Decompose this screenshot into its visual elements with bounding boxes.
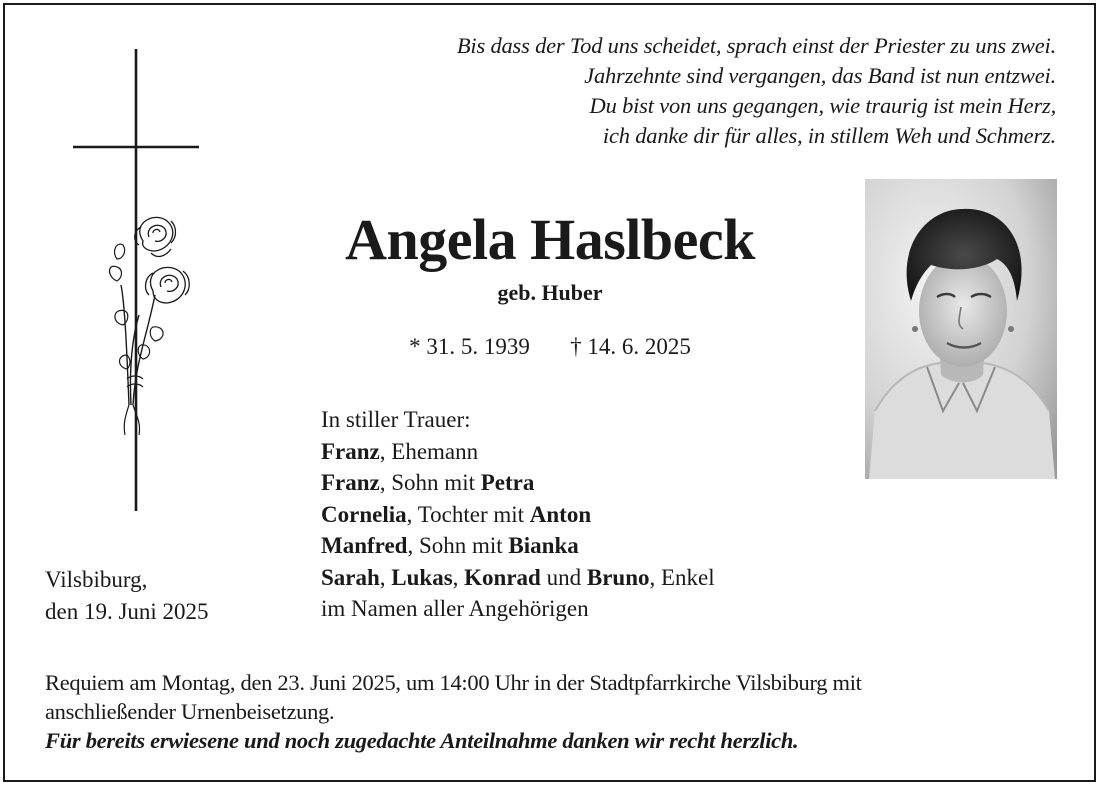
grandchild-name: Bruno	[586, 564, 650, 590]
place-and-date	[45, 564, 209, 627]
mourner-partner: Bianka	[508, 533, 579, 558]
mourner-relation: , Tochter mit	[406, 501, 530, 527]
place-date: den 19. Juni 2025	[45, 598, 209, 624]
mourner-name: Franz	[321, 438, 380, 464]
grandchildren-line	[321, 562, 715, 594]
poem-line-3: Du bist von uns gegangen, wie traurig ist mein Herz,	[589, 93, 1056, 118]
maiden-name: geb. Huber	[497, 280, 603, 305]
mourner-name: Cornelia	[321, 501, 407, 527]
grandchild-name: Lukas	[391, 564, 453, 590]
requiem-line-2: anschließender Urnenbeisetzung.	[45, 699, 335, 724]
cross-with-roses-icon	[67, 45, 207, 515]
thanks-line: Für bereits erwiesene und noch zugedachte Anteilnahme danken wir recht herzlich.	[45, 728, 799, 753]
deceased-name: Angela Haslbeck	[345, 207, 755, 272]
poem-line-4: ich danke dir für alles, in stillem Weh und Schmerz.	[602, 123, 1056, 148]
requiem-line-1: Requiem am Montag, den 23. Juni 2025, um 14:00 Uhr in der Stadtpfarrkirche Vilsbiburg mit	[45, 670, 862, 695]
mourner-line	[321, 530, 715, 562]
footer	[45, 668, 1065, 755]
obituary-notice	[3, 3, 1096, 782]
separator: und	[540, 564, 587, 590]
mourner-line	[321, 436, 715, 468]
portrait-photo	[865, 179, 1057, 479]
mourner-line	[321, 499, 715, 531]
mourner-name: Manfred	[321, 533, 408, 558]
place-city: Vilsbiburg,	[45, 567, 148, 592]
mourners-list	[321, 404, 715, 625]
separator: ,	[379, 564, 392, 590]
mourner-relation: , Sohn mit	[407, 533, 509, 558]
mourner-line	[321, 467, 715, 499]
grandchild-name: Sarah	[321, 564, 380, 590]
mourner-name: Franz	[321, 470, 380, 495]
poem	[457, 31, 1056, 151]
grandchildren-relation: , Enkel	[649, 564, 715, 590]
grandchild-name: Konrad	[464, 564, 541, 590]
mourner-relation: , Sohn mit	[379, 470, 481, 495]
life-dates: * 31. 5. 1939 † 14. 6. 2025	[409, 334, 691, 359]
mourners-closing: im Namen aller Angehörigen	[321, 596, 589, 621]
mourner-relation: , Ehemann	[379, 438, 479, 464]
mourner-partner: Petra	[480, 470, 535, 495]
poem-line-1: Bis dass der Tod uns scheidet, sprach einst der Priester zu uns zwei.	[456, 33, 1056, 58]
poem-line-2: Jahrzehnte sind vergangen, das Band ist nun entzwei.	[584, 63, 1056, 88]
mourner-partner: Anton	[529, 501, 592, 527]
mourners-intro: In stiller Trauer:	[321, 407, 471, 432]
separator: ,	[452, 564, 465, 590]
